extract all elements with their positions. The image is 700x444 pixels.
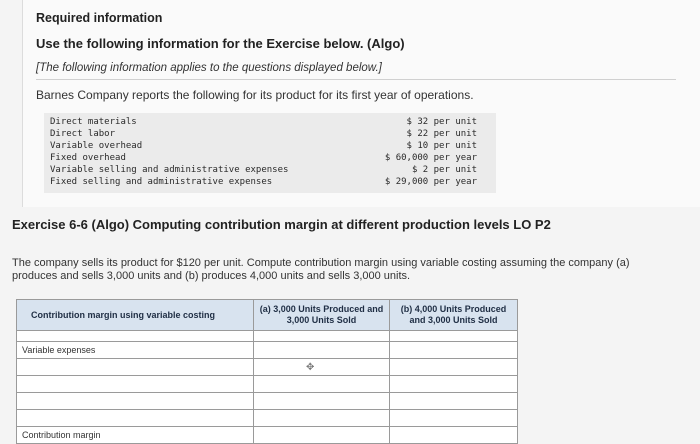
expense-row-input-b[interactable]	[390, 393, 518, 410]
barnes-intro: Barnes Company reports the following for its product for its first year of operations.	[36, 88, 474, 102]
column-header-a	[254, 300, 390, 331]
column-header-a-line2: 3,000 Units Sold	[286, 315, 357, 325]
cost-value: $ 10 per unit	[406, 141, 477, 151]
cost-value: $ 60,000 per year	[384, 153, 477, 163]
column-header-b	[390, 300, 518, 331]
exercise-title: Exercise 6-6 (Algo) Computing contribution margin at different production levels LO P2	[12, 217, 551, 232]
cost-value: $ 29,000 per year	[384, 177, 477, 187]
column-header-text: Contribution margin using variable costing	[31, 309, 216, 320]
cost-label: Direct labor	[50, 129, 116, 139]
expense-row-input-b[interactable]	[390, 410, 518, 427]
blank-row-cell[interactable]	[17, 331, 254, 342]
use-info-heading: Use the following information for the Exercise below. (Algo)	[36, 36, 405, 51]
expense-row-label-input[interactable]	[17, 359, 254, 376]
expense-row-label-input[interactable]	[17, 376, 254, 393]
column-header-b-line1: (b) 4,000 Units Produced	[400, 304, 507, 314]
cost-value: $ 32 per unit	[406, 117, 477, 127]
contribution-margin-label: Contribution margin	[17, 427, 254, 444]
cost-values	[385, 116, 477, 188]
contribution-margin-input-a[interactable]	[254, 427, 390, 444]
contribution-margin-input-b[interactable]	[390, 427, 518, 444]
required-info-heading: Required information	[36, 11, 163, 25]
cost-value: $ 2 per unit	[411, 165, 477, 175]
expense-row-input-a[interactable]	[254, 376, 390, 393]
cost-label: Variable overhead	[50, 141, 143, 151]
expense-row-input-a[interactable]	[254, 359, 390, 376]
expense-row-input-a[interactable]	[254, 410, 390, 427]
exercise-description: The company sells its product for $120 per unit. Compute contribution margin using variable costing assuming the company (a) produces and sells 3,000 units and (b) produces 4,000 units and sells 3,000 units.	[12, 257, 630, 282]
cost-value: $ 22 per unit	[406, 129, 477, 139]
blank-row-input-a[interactable]	[254, 331, 390, 342]
cost-labels	[50, 116, 288, 188]
blank-row-input-b[interactable]	[390, 331, 518, 342]
variable-expenses-label: Variable expenses	[17, 342, 254, 359]
expense-row-input-b[interactable]	[390, 359, 518, 376]
expense-row-label-input[interactable]	[17, 410, 254, 427]
cost-label: Fixed selling and administrative expenses	[50, 177, 273, 187]
column-header-label	[17, 300, 254, 331]
expense-row-label-input[interactable]	[17, 393, 254, 410]
cost-label: Fixed overhead	[50, 153, 126, 163]
move-cursor-icon: ✥	[306, 361, 315, 373]
variable-expenses-input-a[interactable]	[254, 342, 390, 359]
applies-note: [The following information applies to the questions displayed below.]	[36, 62, 382, 74]
column-header-a-line1: (a) 3,000 Units Produced and	[259, 304, 384, 314]
cost-label: Variable selling and administrative expenses	[50, 165, 289, 175]
contribution-margin-table	[16, 299, 518, 444]
column-header-b-line2: and 3,000 Units Sold	[409, 315, 498, 325]
divider	[36, 79, 676, 80]
cost-label: Direct materials	[50, 117, 137, 127]
variable-expenses-input-b[interactable]	[390, 342, 518, 359]
expense-row-input-b[interactable]	[390, 376, 518, 393]
expense-row-input-a[interactable]	[254, 393, 390, 410]
